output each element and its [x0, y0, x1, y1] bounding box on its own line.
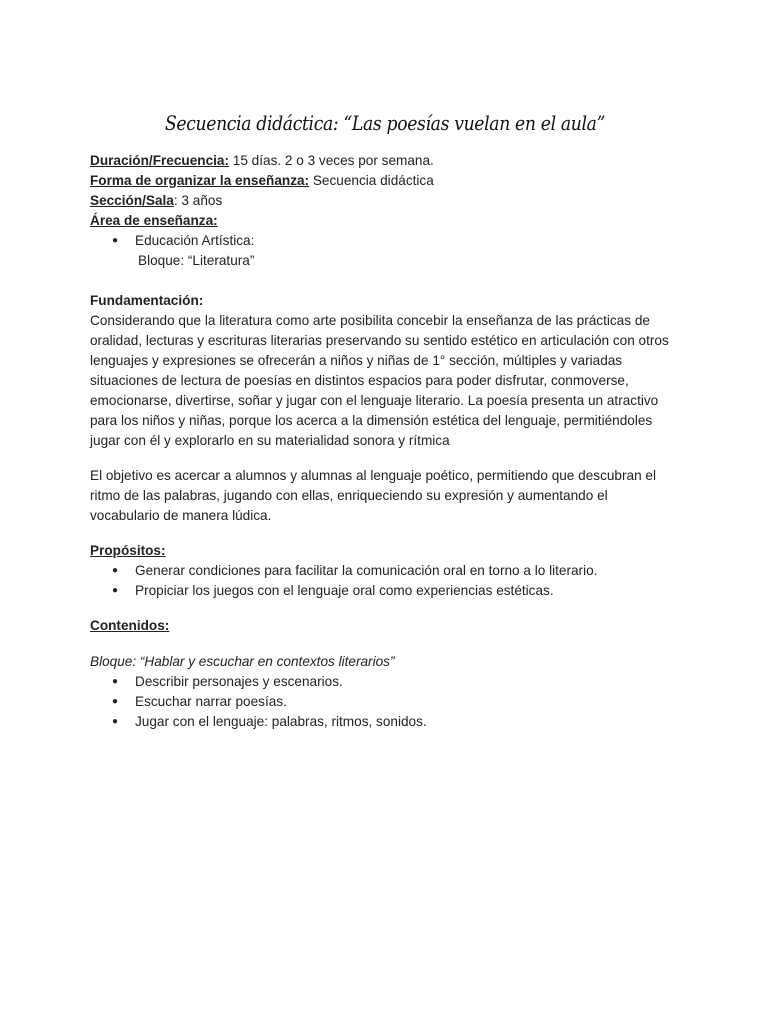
fundamentacion-paragraph-2	[90, 466, 680, 526]
forma-line	[90, 171, 680, 191]
contenidos-list	[90, 672, 680, 732]
list-item: ● Generar condiciones para facilitar la comunicación oral en torno a lo literario.	[112, 561, 680, 581]
area-label: Área de enseñanza:	[90, 213, 218, 228]
seccion-value: : 3 años	[173, 193, 223, 208]
list-item: ● Propiciar los juegos con el lenguaje oral como experiencias estéticas.	[112, 581, 680, 601]
duracion-line	[90, 151, 680, 171]
paragraph-line: jugar con él y explorarlo en su materialidad sonora y rítmica	[90, 433, 450, 448]
paragraph-line: oralidad, lecturas y escrituras literarias preservando su sentido estético en articulación con otros	[90, 333, 669, 348]
duracion-value: 15 días. 2 o 3 veces por semana.	[229, 153, 434, 168]
fundamentacion-heading: Fundamentación:	[90, 293, 204, 308]
list-item: ● Jugar con el lenguaje: palabras, ritmos, sonidos.	[112, 712, 680, 732]
paragraph-line: para los niños y niñas, porque los acerca a la dimensión estética del lenguaje, permitiéndoles	[90, 413, 653, 428]
paragraph-line: emocionarse, divertirse, soñar y jugar con el lenguaje literario. La poesía presenta un atractivo	[90, 393, 659, 408]
area-line	[90, 211, 680, 231]
fundamentacion-paragraph-1	[90, 311, 680, 451]
seccion-line	[90, 191, 680, 211]
list-item: ● Educación Artística:	[112, 231, 680, 251]
paragraph-line: situaciones de lectura de poesías en distintos espacios para poder disfrutar, conmoverse,	[90, 373, 629, 388]
forma-value: Secuencia didáctica	[309, 173, 434, 188]
area-sub-item: Bloque: “Literatura”	[138, 253, 255, 268]
paragraph-line: vocabulario de manera lúdica.	[90, 508, 272, 523]
forma-label: Forma de organizar la enseñanza:	[90, 173, 310, 188]
duracion-label: Duración/Frecuencia:	[90, 153, 229, 168]
paragraph-line: ritmo de las palabras, jugando con ellas, enriqueciendo su expresión y aumentando el	[90, 488, 608, 503]
document-page	[90, 108, 680, 732]
list-item: ● Describir personajes y escenarios.	[112, 672, 680, 692]
seccion-label: Sección/Sala	[90, 193, 174, 208]
list-item: ● Escuchar narrar poesías.	[112, 692, 680, 712]
paragraph-line: El objetivo es acercar a alumnos y alumnas al lenguaje poético, permitiendo que descubran el	[90, 468, 656, 483]
contenidos-heading: Contenidos:	[90, 618, 170, 633]
area-list	[90, 231, 680, 251]
document-title: Secuencia didáctica: “Las poesías vuelan en el aula”	[164, 111, 606, 135]
paragraph-line: lenguajes y expresiones se ofrecerán a niños y niñas de 1° sección, múltiples y variadas	[90, 353, 623, 368]
paragraph-line: Considerando que la literatura como arte posibilita concebir la enseñanza de las prácticas de	[90, 313, 650, 328]
contenidos-bloque: Bloque: “Hablar y escuchar en contextos literarios”	[90, 654, 395, 669]
propositos-list	[90, 561, 680, 601]
propositos-heading: Propósitos:	[90, 543, 166, 558]
